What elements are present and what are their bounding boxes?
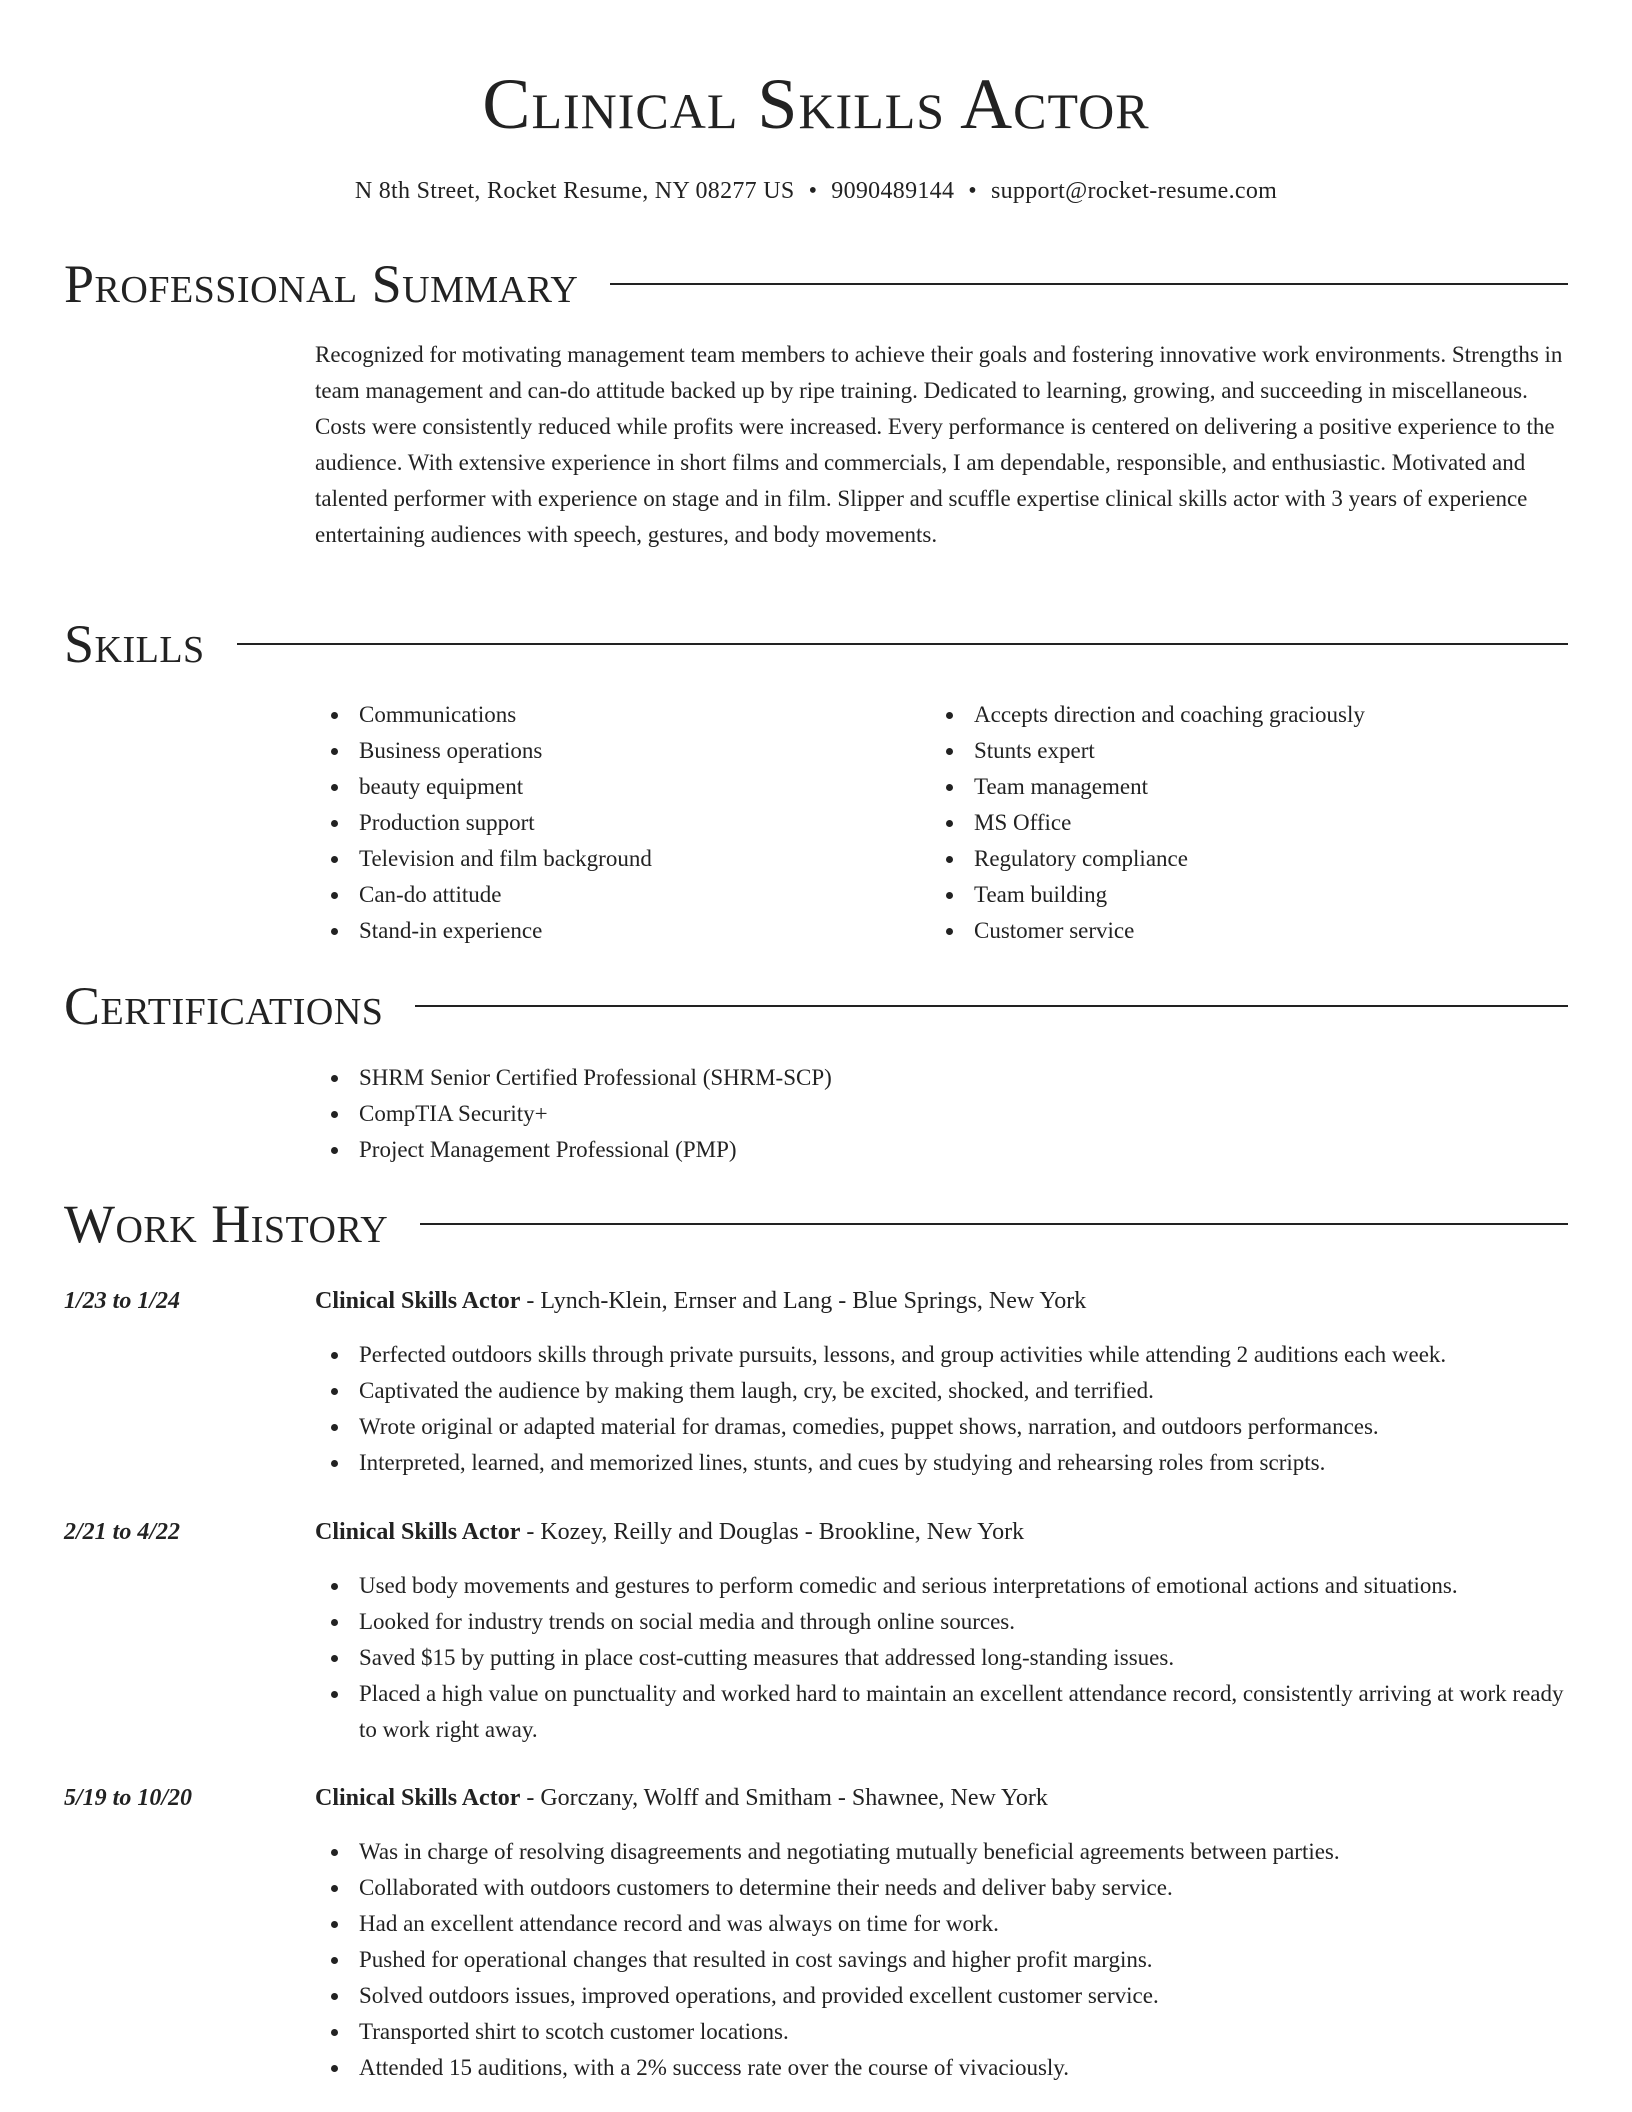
job-title-line: [315, 1514, 1568, 1550]
job-role: Clinical Skills Actor: [315, 1519, 521, 1545]
certifications-section-header: [64, 973, 1568, 1039]
job-role: Clinical Skills Actor: [315, 1785, 521, 1811]
job-title-line: [315, 1283, 1568, 1319]
job-bullet: Perfected outdoors skills through private pursuits, lessons, and group activities while attending 2 auditions each week.: [315, 1337, 1568, 1373]
job-dates: 5/19 to 10/20: [64, 1785, 193, 1811]
job-bullet-list: [315, 1568, 1568, 1748]
job-dates: 2/21 to 4/22: [64, 1519, 181, 1545]
skills-list-right: [930, 697, 1530, 949]
summary-section-header: [64, 251, 1568, 317]
certifications-list: [315, 1060, 1568, 1168]
address: N 8th Street, Rocket Resume, NY 08277 US: [354, 178, 795, 204]
skill-item: Customer service: [930, 913, 1530, 949]
skill-item: Stunts expert: [930, 733, 1530, 769]
skill-item: Team management: [930, 769, 1530, 805]
skill-item: Television and film background: [315, 841, 915, 877]
job-bullets: [315, 1568, 1568, 1748]
job-bullet: Saved $15 by putting in place cost-cutting measures that addressed long-standing issues.: [315, 1640, 1568, 1676]
work-section-title: Work History: [64, 1194, 389, 1254]
section-divider: [237, 643, 1568, 645]
contact-separator: •: [968, 178, 977, 204]
job-employer: - Lynch-Klein, Ernser and Lang - Blue Springs, New York: [520, 1288, 1087, 1314]
job-bullet: Captivated the audience by making them laugh, cry, be excited, shocked, and terrified.: [315, 1373, 1568, 1409]
skills-section-header: [64, 611, 1568, 677]
contact-line: [64, 173, 1568, 209]
skills-right-list: [930, 697, 1530, 949]
work-section-header: [64, 1191, 1568, 1257]
certification-item: SHRM Senior Certified Professional (SHRM-SCP): [315, 1060, 1568, 1096]
job-employer: - Kozey, Reilly and Douglas - Brookline, New York: [520, 1519, 1025, 1545]
skills-left-list: [315, 697, 915, 949]
job-bullet: Interpreted, learned, and memorized lines, stunts, and cues by studying and rehearsing roles from scripts.: [315, 1445, 1568, 1481]
job-bullet-list: [315, 1834, 1568, 2086]
certification-item: Project Management Professional (PMP): [315, 1132, 1568, 1168]
section-divider: [610, 283, 1568, 285]
contact-separator: •: [808, 178, 818, 204]
section-divider: [415, 1005, 1568, 1007]
summary-text: Recognized for motivating management team members to achieve their goals and fostering innovative work environments. Strengths in team management and can-do attitude backed up by ripe training. Dedicated to learning, growing, and succeeding in miscellaneous. Costs were consistently reduced while profits were increased. Every performance is centered on delivering a positive experience to the audience. With extensive experience in short films and commercials, I am dependable, responsible, and enthusiastic. Motivated and talented performer with experience on stage and in film. Slipper and scuffle expertise clinical skills actor with 3 years of experience entertaining audiences with speech, gestures, and body movements.: [315, 342, 1563, 547]
job-bullet: Pushed for operational changes that resulted in cost savings and higher profit margins.: [315, 1942, 1568, 1978]
job-bullet: Wrote original or adapted material for dramas, comedies, puppet shows, narration, and outdoors performances.: [315, 1409, 1568, 1445]
certification-item: CompTIA Security+: [315, 1096, 1568, 1132]
job-bullet: Attended 15 auditions, with a 2% success rate over the course of vivaciously.: [315, 2050, 1568, 2086]
skills-list-left: [315, 697, 915, 949]
skill-item: beauty equipment: [315, 769, 915, 805]
candidate-name: Clinical Skills Actor: [482, 64, 1150, 144]
skill-item: MS Office: [930, 805, 1530, 841]
job-bullet: Looked for industry trends on social media and through online sources.: [315, 1604, 1568, 1640]
job-bullets: [315, 1834, 1568, 2086]
section-divider: [420, 1223, 1568, 1225]
skill-item: Business operations: [315, 733, 915, 769]
job-dates: 1/23 to 1/24: [64, 1288, 181, 1314]
email[interactable]: support@rocket-resume.com: [990, 178, 1278, 204]
phone: 9090489144: [831, 178, 955, 204]
skill-item: Communications: [315, 697, 915, 733]
job-bullet: Transported shirt to scotch customer locations.: [315, 2014, 1568, 2050]
job-bullet: Placed a high value on punctuality and worked hard to maintain an excellent attendance record, consistently arriving at work ready to work right away.: [315, 1676, 1568, 1748]
job-bullet: Was in charge of resolving disagreements and negotiating mutually beneficial agreements between parties.: [315, 1834, 1568, 1870]
job-title-line: [315, 1780, 1568, 1816]
certifications-section-title: Certifications: [64, 976, 384, 1036]
summary-section-title: Professional Summary: [64, 254, 579, 314]
job-bullet: Collaborated with outdoors customers to determine their needs and deliver baby service.: [315, 1870, 1568, 1906]
skill-item: Regulatory compliance: [930, 841, 1530, 877]
job-role: Clinical Skills Actor: [315, 1288, 521, 1314]
job-bullet: Solved outdoors issues, improved operations, and provided excellent customer service.: [315, 1978, 1568, 2014]
certifications-items: [315, 1060, 1568, 1168]
job-bullets: [315, 1337, 1568, 1481]
job-bullet: Used body movements and gestures to perform comedic and serious interpretations of emotional actions and situations.: [315, 1568, 1568, 1604]
skill-item: Accepts direction and coaching graciously: [930, 697, 1530, 733]
skills-section-title: Skills: [64, 614, 205, 674]
skill-item: Team building: [930, 877, 1530, 913]
job-bullet: Had an excellent attendance record and was always on time for work.: [315, 1906, 1568, 1942]
job-employer: - Gorczany, Wolff and Smitham - Shawnee, New York: [520, 1785, 1048, 1811]
job-bullet-list: [315, 1337, 1568, 1481]
skill-item: Can-do attitude: [315, 877, 915, 913]
skill-item: Production support: [315, 805, 915, 841]
skill-item: Stand-in experience: [315, 913, 915, 949]
